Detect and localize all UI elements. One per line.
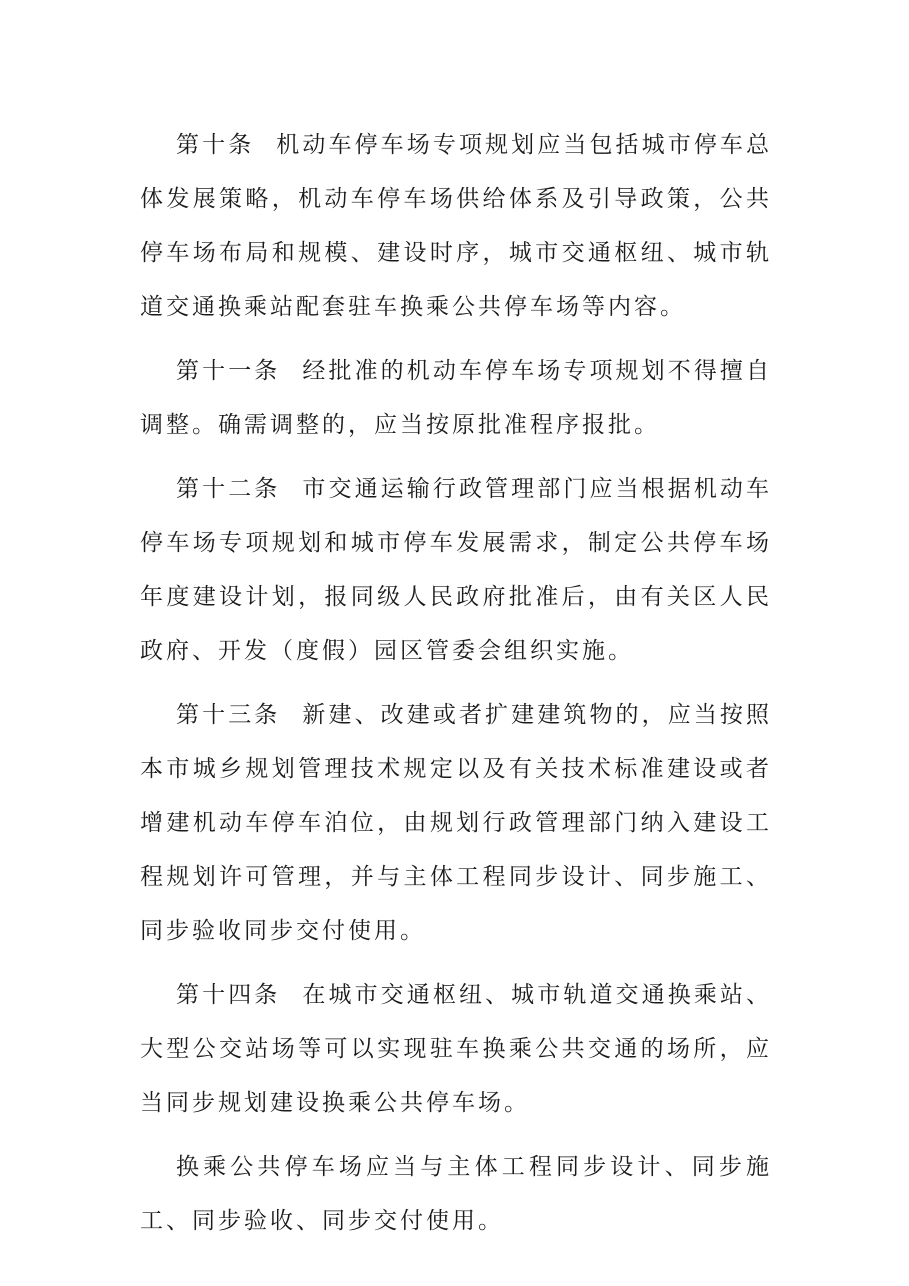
article-number: 第十一条	[176, 358, 281, 384]
paragraph-text: 机动车停车场专项规划应当包括城市停车总体发展策略，机动车停车场供给体系及引导政策，公共停车场布局和规模、建设时序，城市交通枢纽、城市轨道交通换乘站配套驻车换乘公共停车场等内容。	[140, 132, 773, 320]
paragraph-article-13	[140, 688, 772, 958]
article-number: 第十三条	[176, 702, 281, 728]
paragraph-text: 新建、改建或者扩建建筑物的，应当按照本市城乡规划管理技术规定以及有关技术标准建设或者增建机动车停车泊位，由规划行政管理部门纳入建设工程规划许可管理，并与主体工程同步设计、同步施工、同步验收同步交付使用。	[140, 702, 773, 944]
paragraph-text: 换乘公共停车场应当与主体工程同步设计、同步施工、同步验收、同步交付使用。	[140, 1154, 772, 1234]
paragraph-text: 市交通运输行政管理部门应当根据机动车停车场专项规划和城市停车发展需求，制定公共停车场年度建设计划，报同级人民政府批准后，由有关区人民政府、开发（度假）园区管委会组织实施。	[140, 476, 773, 664]
paragraph-text: 经批准的机动车停车场专项规划不得擅自调整。确需调整的，应当按原批准程序报批。	[140, 358, 773, 438]
paragraph-text: 在城市交通枢纽、城市轨道交通换乘站、大型公交站场等可以实现驻车换乘公共交通的场所，应当同步规划建设换乘公共停车场。	[140, 982, 773, 1116]
article-number: 第十四条	[176, 982, 281, 1008]
paragraph-article-10	[140, 118, 772, 334]
paragraph-article-12	[140, 462, 772, 678]
article-number: 第十二条	[176, 476, 281, 502]
document-body	[140, 118, 772, 1258]
paragraph-article-11	[140, 344, 772, 452]
article-number: 第十条	[176, 132, 255, 158]
paragraph-article-14-continued	[140, 1140, 772, 1248]
paragraph-article-14	[140, 968, 772, 1130]
